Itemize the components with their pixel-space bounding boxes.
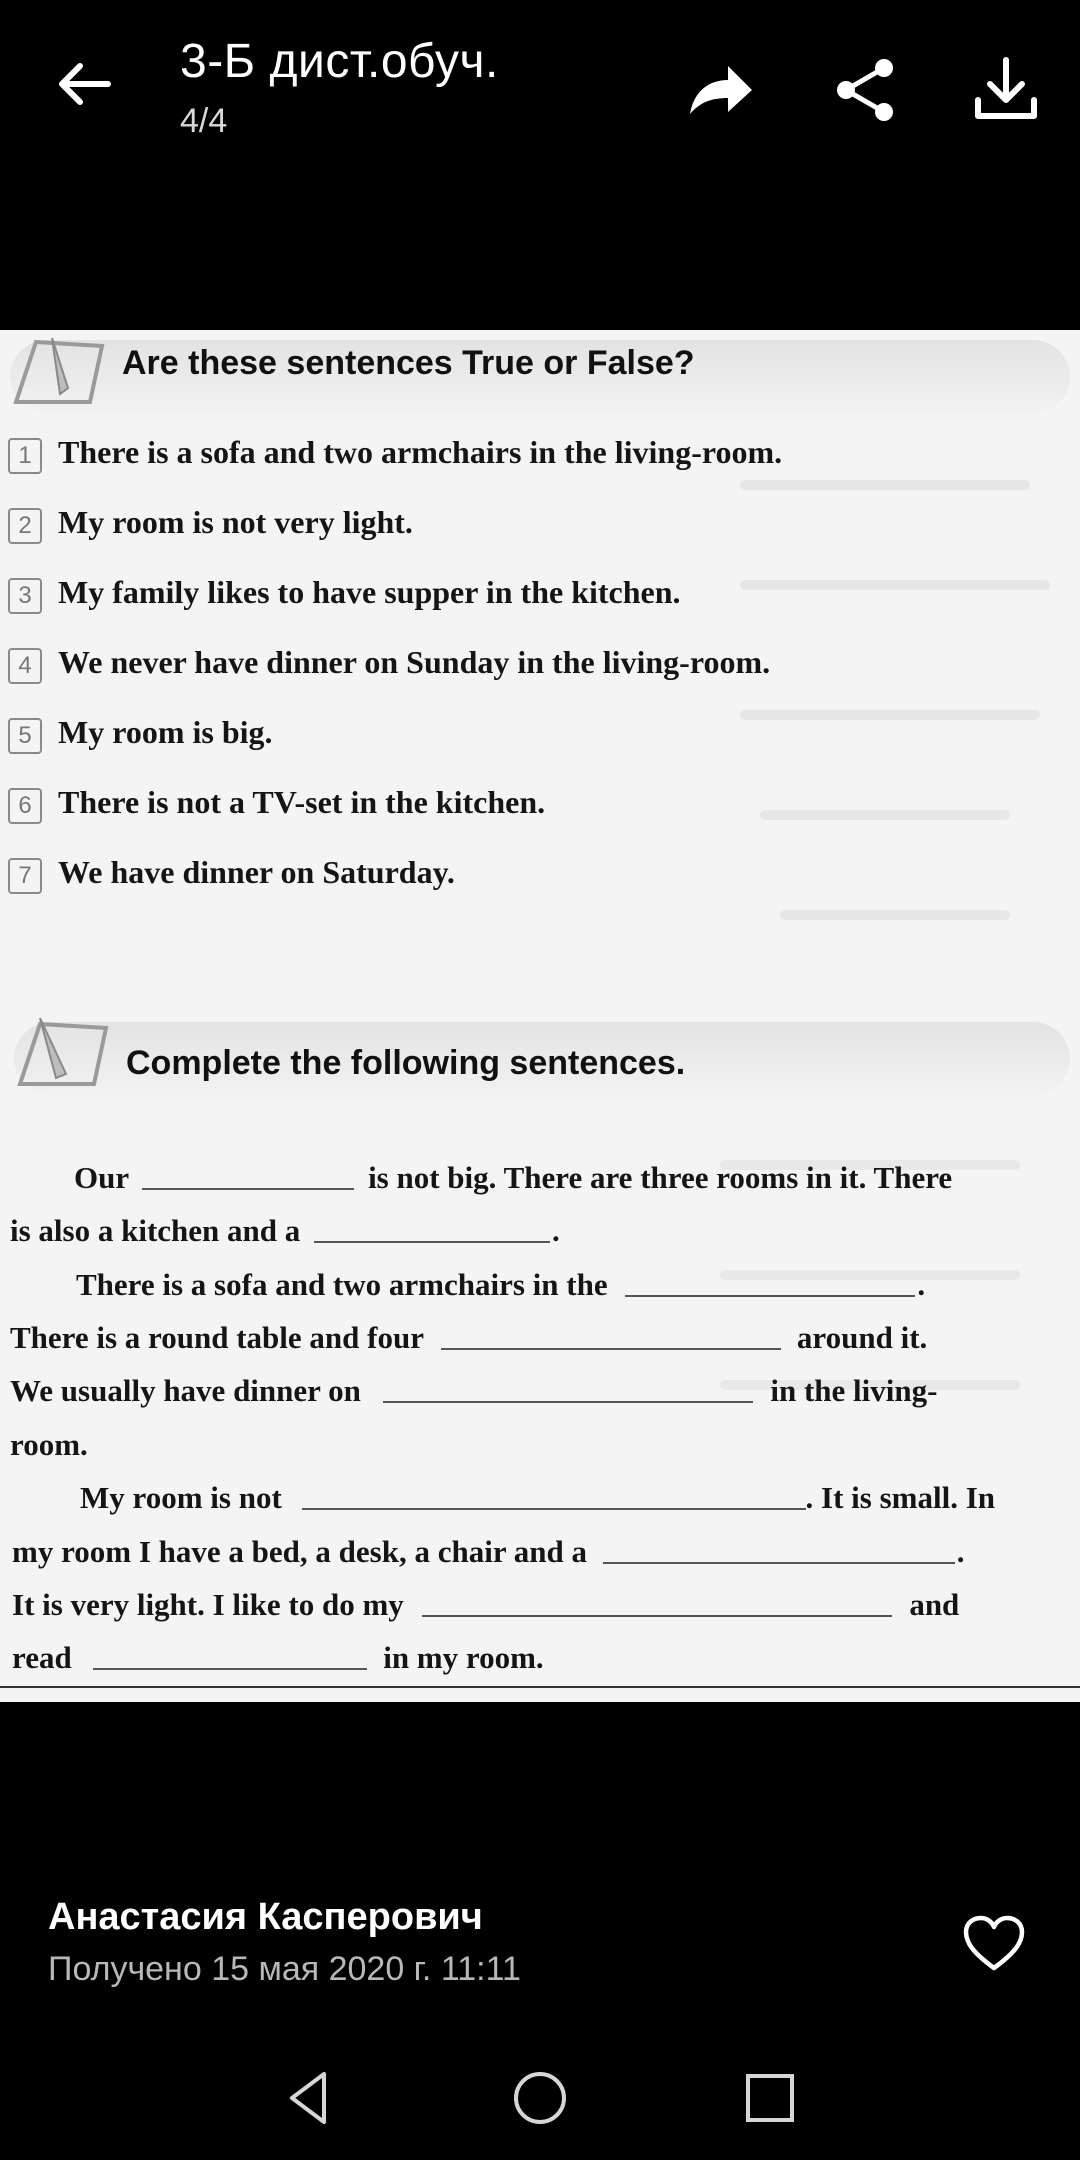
- text-line: My room is not . It is small. In: [80, 1480, 996, 1515]
- pencil-icon: [10, 1014, 114, 1102]
- text-line: read in my room.: [12, 1640, 544, 1675]
- text-line: my room I have a bed, a desk, a chair and a .: [12, 1534, 965, 1569]
- statement-number: 5: [8, 718, 42, 754]
- bleed-through-text: [740, 580, 1050, 590]
- section-title-complete: Complete the following sentences.: [126, 1044, 686, 1082]
- page-bottom-rule: [0, 1686, 1080, 1688]
- text-line: There is a round table and four around it.: [10, 1320, 928, 1355]
- text-line: Our is not big. There are three rooms in it. There: [74, 1160, 953, 1195]
- answer-blank[interactable]: [422, 1614, 892, 1617]
- worksheet-photo: [0, 330, 1080, 1702]
- answer-blank[interactable]: [625, 1294, 915, 1297]
- statement-number: 7: [8, 858, 42, 894]
- bleed-through-text: [740, 710, 1040, 720]
- answer-blank[interactable]: [603, 1561, 955, 1564]
- pencil-icon: [6, 332, 110, 420]
- download-icon[interactable]: [968, 52, 1044, 128]
- bleed-through-text: [780, 910, 1010, 920]
- text-line: There is a sofa and two armchairs in the .: [76, 1267, 926, 1302]
- statement-text: There is a sofa and two armchairs in the living-room.: [58, 434, 783, 470]
- answer-blank[interactable]: [142, 1187, 354, 1190]
- statement-text: There is not a TV-set in the kitchen.: [58, 784, 546, 820]
- answer-blank[interactable]: [314, 1240, 550, 1243]
- nav-home-icon[interactable]: [508, 2066, 572, 2130]
- statement-number: 6: [8, 788, 42, 824]
- statement-number: 4: [8, 648, 42, 684]
- sender-name: Анастасия Касперович: [48, 1896, 483, 1938]
- statement-number: 3: [8, 578, 42, 614]
- section-title-true-false: Are these sentences True or False?: [122, 344, 695, 382]
- bleed-through-text: [740, 480, 1030, 490]
- answer-blank[interactable]: [441, 1347, 781, 1350]
- statement-number: 1: [8, 438, 42, 474]
- statement-number: 2: [8, 508, 42, 544]
- statement-text: My room is big.: [58, 714, 273, 750]
- answer-blank[interactable]: [383, 1400, 753, 1403]
- share-icon[interactable]: [828, 52, 904, 128]
- top-bar: [0, 0, 1080, 330]
- page-counter: 4/4: [180, 102, 228, 140]
- nav-back-icon[interactable]: [276, 2066, 340, 2130]
- heart-icon[interactable]: [962, 1914, 1026, 1974]
- statement-text: We have dinner on Saturday.: [58, 854, 455, 890]
- received-timestamp: Получено 15 мая 2020 г. 11:11: [48, 1950, 521, 1988]
- statement-text: My family likes to have supper in the kitchen.: [58, 574, 681, 610]
- back-arrow-icon[interactable]: [52, 52, 116, 116]
- text-line: room.: [10, 1427, 88, 1462]
- text-line: We usually have dinner on in the living-: [10, 1373, 938, 1408]
- forward-icon[interactable]: [682, 52, 758, 128]
- bleed-through-text: [760, 810, 1010, 820]
- text-line: is also a kitchen and a .: [10, 1213, 560, 1248]
- statement-text: My room is not very light.: [58, 504, 413, 540]
- answer-blank[interactable]: [93, 1667, 367, 1670]
- album-title: 3-Б дист.обуч.: [180, 35, 499, 88]
- nav-recents-icon[interactable]: [738, 2066, 802, 2130]
- statement-text: We never have dinner on Sunday in the living-room.: [58, 644, 771, 680]
- text-line: It is very light. I like to do my and: [12, 1587, 960, 1622]
- answer-blank[interactable]: [302, 1507, 806, 1510]
